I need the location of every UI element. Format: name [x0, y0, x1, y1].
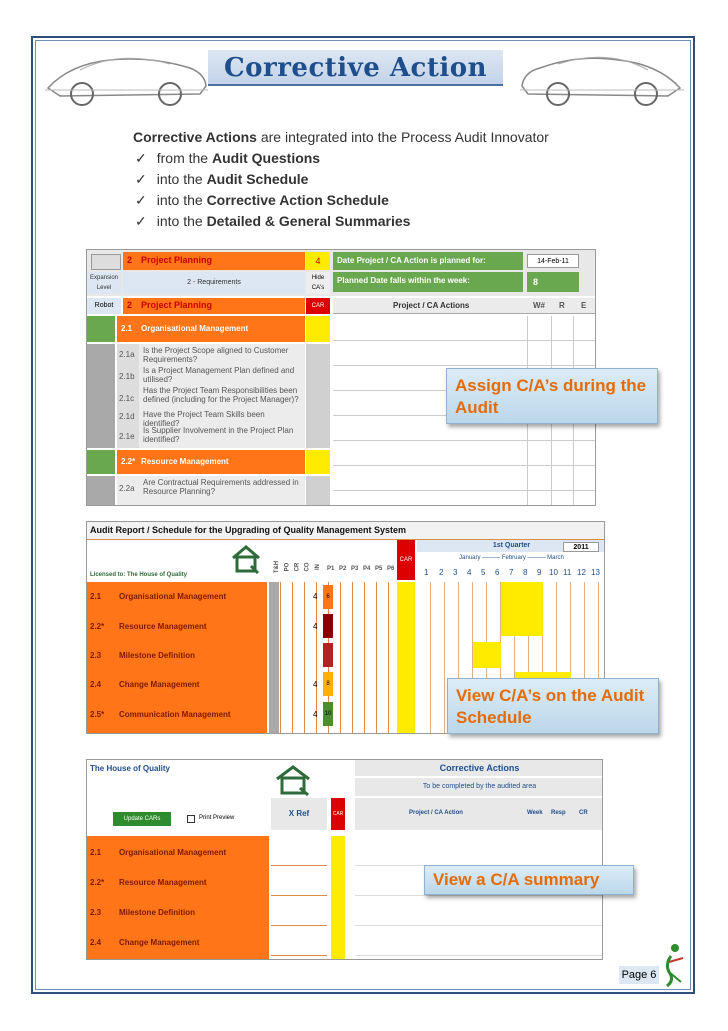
- car-column: [306, 344, 330, 448]
- week-num: 12: [577, 568, 586, 577]
- columns-header: [355, 798, 603, 830]
- row-text: Resource Management: [119, 622, 207, 631]
- row-number: 2.5*: [90, 710, 105, 719]
- row-text: Organisational Management: [119, 592, 227, 601]
- bullet-bold: Detailed & General Summaries: [206, 213, 411, 229]
- row-number: 2.1: [90, 592, 102, 601]
- week-label-cell: [333, 272, 523, 292]
- section-header: [123, 252, 305, 270]
- robot-label: Robot: [87, 298, 121, 314]
- schedule-rows: [87, 582, 267, 734]
- bullet-prefix: into the: [156, 171, 207, 187]
- column-headers: [269, 540, 399, 580]
- section-header-2: [123, 298, 305, 314]
- car-cell[interactable]: [306, 450, 330, 474]
- table-row: [117, 316, 305, 342]
- week-num: 13: [591, 568, 600, 577]
- col-head: T&H: [274, 560, 281, 574]
- update-cars-button[interactable]: Update CARs: [113, 812, 171, 826]
- question-text: Is a Project Management Plan defined and utilised?: [143, 366, 295, 384]
- car-header: CAR: [397, 540, 415, 580]
- col-head: CR: [294, 562, 301, 572]
- week-num: 8: [523, 568, 528, 577]
- question-text: Have the Project Team Skills been identified?: [143, 410, 265, 428]
- row-number: 2.4: [90, 938, 102, 947]
- status-grid: [269, 582, 397, 734]
- title-banner: [208, 50, 503, 86]
- actions-header-row: [333, 298, 596, 314]
- checkmark-icon: ✓: [135, 171, 147, 187]
- row-number: 2.2*: [121, 457, 136, 466]
- col-w: W#: [533, 301, 545, 310]
- question-text: Are Contractual Requirements addressed in Resource Planning?: [143, 478, 299, 496]
- row-text: Change Management: [119, 938, 200, 947]
- row-number: 2.1a: [119, 350, 135, 359]
- row-number: 2.2*: [90, 878, 105, 887]
- week-num: 1: [424, 568, 429, 577]
- level-marker: [87, 316, 115, 342]
- week-num: 6: [495, 568, 500, 577]
- col-head: PO: [284, 562, 291, 572]
- row-text: Organisational Management: [141, 324, 249, 333]
- col-resp: Resp: [551, 810, 566, 816]
- row-number: 2.3: [90, 651, 102, 660]
- date-value[interactable]: 14-Feb-11: [527, 254, 579, 268]
- p1-cell: 8: [323, 672, 333, 696]
- week-num: 5: [481, 568, 486, 577]
- in-value: 4: [313, 622, 318, 631]
- week-num: 4: [467, 568, 472, 577]
- question-block: [117, 344, 305, 448]
- bullet-bold: Corrective Action Schedule: [206, 192, 389, 208]
- callout-schedule: View C/A’s on the Audit Schedule: [447, 678, 659, 734]
- p-head: P4: [363, 566, 371, 572]
- p-head: P2: [339, 566, 347, 572]
- ca-summary-screenshot: [86, 759, 603, 960]
- xref-header: X Ref: [271, 798, 327, 830]
- date-label: Date Project / CA Action is planned for:: [337, 256, 486, 265]
- row-number: 2.1c: [119, 394, 135, 403]
- expansion-level: Expansion Level: [87, 272, 121, 294]
- week-numbers: [417, 566, 605, 578]
- row-number: 2.1: [121, 324, 133, 333]
- company-name: The House of Quality: [90, 764, 171, 773]
- checkbox[interactable]: [91, 254, 121, 270]
- car-sketch-left-icon: [40, 42, 210, 110]
- print-preview-checkbox[interactable]: [187, 815, 195, 823]
- bullet-item: [133, 148, 613, 169]
- p-head: P3: [351, 566, 359, 572]
- row-number: 2.4: [90, 680, 102, 689]
- level-marker: [87, 450, 115, 474]
- section-title: Project Planning: [141, 300, 213, 310]
- count-cell: 4: [306, 252, 330, 270]
- intro-lead-bold: Corrective Actions: [133, 129, 257, 145]
- car-column[interactable]: [331, 836, 345, 960]
- company-cell: [87, 760, 267, 800]
- schedule-title: Audit Report / Schedule for the Upgrading of Quality Management System: [90, 525, 407, 535]
- week-num: 7: [509, 568, 514, 577]
- checkmark-icon: ✓: [135, 192, 147, 208]
- car-column[interactable]: [397, 582, 415, 734]
- in-value: 4: [313, 592, 318, 601]
- section-number: 2: [127, 300, 133, 310]
- house-logo-icon: [273, 764, 313, 796]
- week-value: 8: [527, 272, 579, 292]
- bullet-prefix: from the: [156, 150, 212, 166]
- checkmark-icon: ✓: [135, 150, 147, 166]
- week-num: 11: [563, 568, 572, 577]
- callout-assign: Assign C/A’s during the Audit: [446, 368, 658, 424]
- bullet-item: [133, 190, 613, 211]
- xref-column[interactable]: [271, 836, 327, 960]
- intro-text: [133, 127, 613, 232]
- summary-rows: [87, 836, 269, 960]
- bullet-prefix: into the: [156, 192, 207, 208]
- week-num: 3: [453, 568, 458, 577]
- summary-header: Corrective Actions: [355, 760, 603, 776]
- week-label: Planned Date falls within the week:: [337, 276, 470, 285]
- bullet-bold: Audit Questions: [211, 150, 321, 166]
- question-text: Is Supplier Involvement in the Project Plan identified?: [143, 426, 294, 444]
- callout-summary: View a C/A summary: [424, 865, 634, 895]
- level-column: [87, 476, 115, 506]
- row-text: Milestone Definition: [119, 651, 195, 660]
- schedule-header: [87, 522, 605, 540]
- summary-sub: To be completed by the audited area: [355, 778, 603, 796]
- gray-column: [269, 582, 279, 734]
- row-text: Organisational Management: [119, 848, 227, 857]
- bullet-bold: Audit Schedule: [206, 171, 309, 187]
- col-cr: CR: [579, 810, 588, 816]
- col-e: E: [581, 301, 587, 310]
- p-head: P1: [327, 566, 335, 572]
- section-number: 2: [127, 255, 133, 265]
- licensed-text: Licensed to: The House of Quality: [90, 572, 188, 578]
- week-num: 10: [549, 568, 558, 577]
- p1-cell: [323, 614, 333, 638]
- row-text: Change Management: [119, 680, 200, 689]
- row-number: 2.2a: [119, 484, 135, 493]
- week-num: 9: [537, 568, 542, 577]
- car-column: [306, 476, 330, 506]
- level-column: [87, 344, 115, 448]
- hide-cas[interactable]: Hide CA's: [306, 272, 330, 294]
- intro-lead: [133, 127, 613, 148]
- bullet-item: [133, 211, 613, 232]
- checkmark-icon: ✓: [135, 213, 147, 229]
- col-r: R: [559, 301, 565, 310]
- car-cell[interactable]: [306, 316, 330, 342]
- row-number: 2.1d: [119, 412, 135, 421]
- p-head: P6: [387, 566, 395, 572]
- schedule-bar: [473, 642, 501, 668]
- in-column: [311, 582, 321, 734]
- page-title: Corrective Action: [223, 53, 488, 83]
- row-number: 2.2*: [90, 622, 105, 631]
- in-value: 4: [313, 680, 318, 689]
- col-week: Week: [527, 810, 543, 816]
- row-text: Communication Management: [119, 710, 231, 719]
- row-number: 2.1e: [119, 432, 135, 441]
- section-title: Project Planning: [141, 255, 213, 265]
- row-number: 2.1: [90, 848, 102, 857]
- intro-lead-rest: are integrated into the Process Audit Innovator: [256, 129, 549, 145]
- print-preview-label: Print Preview: [199, 815, 235, 821]
- row-number: 2.3: [90, 908, 102, 917]
- bullet-item: [133, 169, 613, 190]
- p1-cell: [323, 643, 333, 667]
- in-value: 4: [313, 710, 318, 719]
- brand-figure-icon: [655, 942, 689, 988]
- months-label: January ——— February ——— March: [459, 555, 564, 561]
- row-number: 2.1b: [119, 372, 135, 381]
- actions-grid[interactable]: [355, 836, 603, 960]
- year-value[interactable]: 2011: [563, 542, 599, 552]
- bullet-prefix: into the: [156, 213, 207, 229]
- question-text: Is the Project Scope aligned to Customer Requirements?: [143, 346, 289, 364]
- car-sketch-right-icon: [518, 42, 688, 110]
- car-header: CAR: [331, 798, 345, 830]
- row-text: Resource Management: [141, 457, 229, 466]
- requirements-label: 2 - Requirements: [123, 272, 305, 294]
- page-number: Page 6: [619, 966, 659, 984]
- p1-cell: 10: [323, 702, 333, 726]
- actions-header: Project / CA Actions: [393, 301, 470, 310]
- p-head: P5: [375, 566, 383, 572]
- schedule-bar: [501, 582, 543, 636]
- col-head: IN: [315, 564, 321, 570]
- row-text: Resource Management: [119, 878, 207, 887]
- week-num: 2: [439, 568, 444, 577]
- p1-cell: 6: [323, 585, 333, 609]
- date-label-cell: [333, 252, 523, 270]
- quarter-label: 1st Quarter: [492, 542, 531, 549]
- question-text: Has the Project Team Responsibilities been defined (including for the Project Manager)?: [143, 386, 299, 404]
- house-logo-icon: [229, 544, 263, 574]
- col-action: Project / CA Action: [409, 810, 463, 816]
- col-head: CO: [304, 562, 311, 572]
- question-block: [117, 476, 305, 506]
- table-row: [117, 450, 305, 474]
- car-header: CAR: [306, 298, 330, 314]
- row-text: Milestone Definition: [119, 908, 195, 917]
